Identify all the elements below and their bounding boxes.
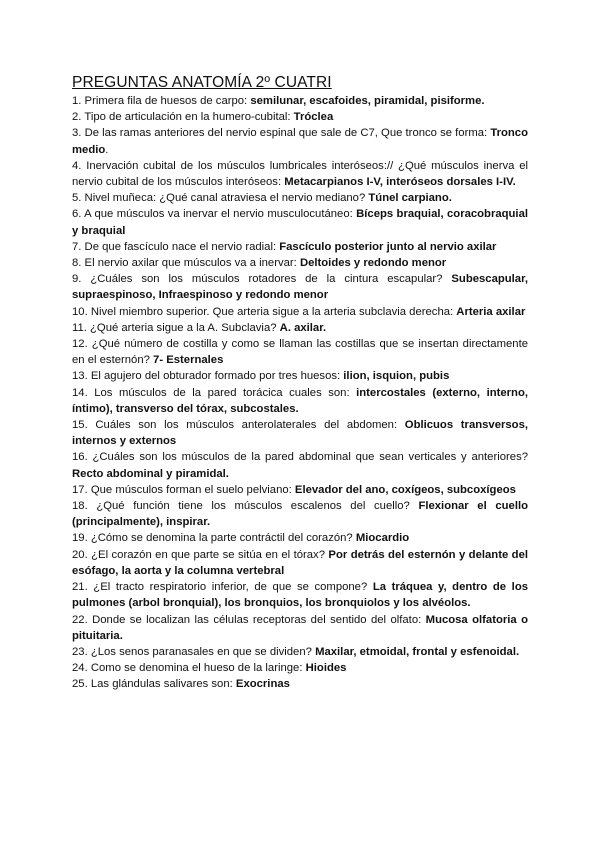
question-text: 15. Cuáles son los músculos anterolaterales del abdomen: [72, 419, 405, 432]
question-text: 9. ¿Cuáles son los músculos rotadores de la cintura escapular? [72, 273, 452, 286]
question-item [72, 482, 528, 498]
answer-text: intercostales (externo, interno, íntimo), transverso del tórax, subcostales. [72, 386, 528, 415]
question-text: 7. De que fascículo nace el nervio radial: [72, 240, 280, 253]
question-item [72, 530, 528, 546]
question-item [72, 320, 528, 336]
question-text: 17. Que músculos forman el suelo pelviano: [72, 483, 295, 496]
answer-text: Recto abdominal y piramidal. [72, 467, 229, 480]
answer-text: A. axilar. [279, 321, 327, 334]
question-text: 25. Las glándulas salivares son: [72, 678, 236, 691]
question-list [72, 93, 528, 693]
question-text: 5. Nivel muñeca: ¿Qué canal atraviesa el nervio mediano? [72, 192, 369, 205]
question-text: 4. Inervación cubital de los músculos lumbricales interóseos:// ¿Qué músculos inerva el nervio cubital de los músculos interóseos: [72, 159, 528, 189]
answer-text: Arteria axilar [456, 305, 526, 318]
question-item [72, 190, 528, 206]
answer-text: Túnel carpiano. [368, 192, 452, 205]
question-item [72, 368, 528, 384]
answer-text: Elevador del ano, coxígeos, subcoxígeos [294, 483, 516, 496]
answer-text: Oblicuos transversos, internos y externos [72, 419, 528, 448]
question-text: 1. Primera fila de huesos de carpo: [72, 95, 251, 107]
answer-text: Hioides [305, 662, 347, 675]
question-text: 14. Los músculos de la pared torácica cuales son: [72, 386, 357, 399]
question-text: 6. A que músculos va inervar el nervio musculocutáneo: [72, 208, 357, 221]
question-item [72, 255, 528, 271]
answer-text: Tronco medio [72, 127, 528, 156]
answer-text: Fascículo posterior junto al nervio axilar [279, 240, 497, 253]
question-text: 10. Nivel miembro superior. Que arteria sigue a la arteria subclavia derecha: [72, 305, 457, 318]
question-item [72, 660, 528, 676]
answer-text: La tráquea y, dentro de los pulmones (arbol bronquial), los bronquios, los bronquiolos y los alvéolos. [72, 581, 528, 610]
question-text: 11. ¿Qué arteria sigue a la A. Subclavia? [72, 321, 280, 334]
question-item [72, 93, 528, 109]
question-text: 18. ¿Qué función tiene los músculos escalenos del cuello? [72, 500, 419, 513]
question-tail: . [105, 143, 109, 156]
question-text: 16. ¿Cuáles son los músculos de la pared abdominal que sean verticales y anteriores? [72, 451, 528, 464]
question-item [72, 109, 528, 125]
question-text: 21. ¿El tracto respiratorio inferior, de que se compone? [72, 581, 373, 594]
question-text: 12. ¿Qué número de costilla y como se llaman las costillas que se insertan directamente en el esternón? [72, 338, 528, 367]
question-item [72, 449, 528, 481]
answer-text: Deltoides y redondo menor [299, 257, 447, 270]
answer-text: Tróclea [293, 111, 334, 124]
question-item [72, 579, 528, 611]
answer-text: Maxilar, etmoidal, frontal y esfenoidal. [315, 645, 520, 658]
answer-text: 7- Esternales [153, 354, 224, 367]
question-item [72, 612, 528, 644]
question-text: 2. Tipo de articulación en la humero-cubital: [72, 111, 294, 124]
answer-text: semilunar, escafoides, piramidal, pisiforme. [250, 95, 485, 107]
question-item [72, 644, 528, 660]
question-text: 23. ¿Los senos paranasales en que se dividen? [72, 645, 316, 658]
question-item [72, 239, 528, 255]
question-item [72, 158, 528, 190]
question-item [72, 304, 528, 320]
question-text: 8. El nervio axilar que músculos va a inervar: [72, 257, 300, 270]
answer-text: Subescapular, supraespinoso, Infraespinoso y redondo menor [72, 273, 528, 302]
page-title: PREGUNTAS ANATOMÍA 2º CUATRI [72, 74, 332, 91]
answer-text: Bíceps braquial, coracobraquial y braquial [72, 208, 528, 237]
question-text: 20. ¿El corazón en que parte se sitúa en el tórax? [72, 548, 329, 561]
question-item [72, 385, 528, 417]
question-item [72, 676, 528, 692]
question-item [72, 547, 528, 579]
question-text: 22. Donde se localizan las células receptoras del sentido del olfato: [72, 613, 426, 626]
answer-text: Miocardio [355, 532, 410, 545]
answer-text: Mucosa olfatoria o pituitaria. [72, 613, 528, 642]
question-text: 13. El agujero del obturador formado por tres huesos: [72, 370, 344, 383]
question-item [72, 336, 528, 368]
question-text: 19. ¿Cómo se denomina la parte contráctil del corazón? [72, 532, 356, 545]
question-item [72, 498, 528, 530]
answer-text: Por detrás del esternón y delante del esófago, la aorta y la columna vertebral [72, 548, 528, 577]
question-text: 24. Como se denomina el hueso de la laringe: [72, 662, 306, 675]
answer-text: ilion, isquion, pubis [343, 370, 450, 383]
question-text: 3. De las ramas anteriores del nervio espinal que sale de C7, Que tronco se forma: [72, 127, 491, 140]
question-item [72, 125, 528, 157]
question-item [72, 417, 528, 449]
question-item [72, 271, 528, 303]
answer-text: Exocrinas [235, 678, 290, 691]
question-item [72, 206, 528, 238]
answer-text: Flexionar el cuello (principalmente), inspirar. [72, 500, 528, 529]
answer-text: Metacarpianos I-V, interóseos dorsales I-IV. [284, 176, 516, 189]
